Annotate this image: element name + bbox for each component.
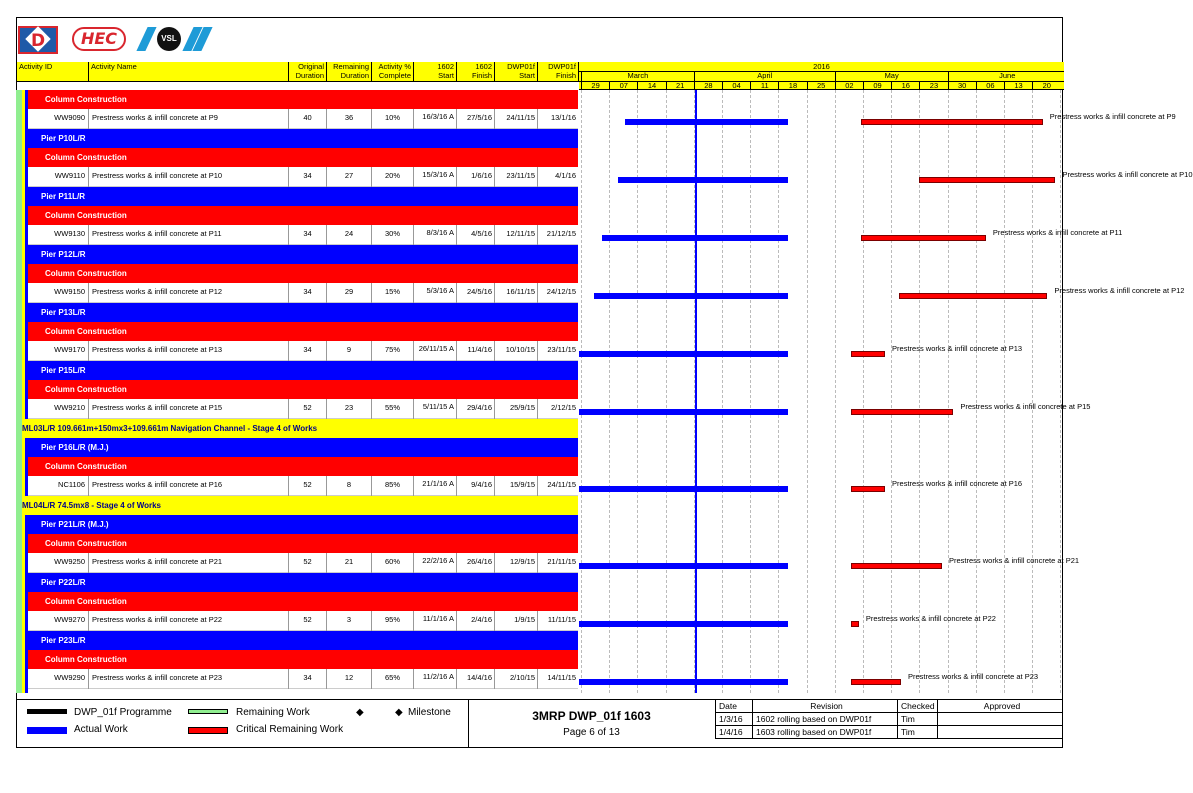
timeline-week: 14 bbox=[637, 81, 665, 90]
remaining-duration: 24 bbox=[326, 225, 371, 245]
col-remaining-duration[interactable]: Remaining Duration bbox=[326, 62, 371, 82]
activity-id: WW9130 bbox=[54, 229, 85, 238]
remaining-duration: 29 bbox=[326, 283, 371, 303]
start-dwp01f: 24/11/15 bbox=[494, 109, 537, 129]
finish-1602: 9/4/16 bbox=[456, 476, 494, 496]
title-divider bbox=[468, 699, 469, 748]
start-1602: 8/3/16 A bbox=[413, 225, 456, 245]
original-duration: 52 bbox=[288, 399, 326, 419]
activity-complete: 15% bbox=[371, 283, 413, 303]
actual-work-bar[interactable] bbox=[618, 177, 788, 183]
legend-actual-swatch bbox=[27, 727, 67, 734]
activity-row[interactable] bbox=[28, 669, 578, 689]
legend-actual: Actual Work bbox=[74, 724, 128, 735]
wbs-band-column-construction[interactable]: Column Construction bbox=[28, 592, 578, 611]
hec-logo: HEC bbox=[72, 27, 126, 51]
remaining-duration: 9 bbox=[326, 341, 371, 361]
timeline-week: 18 bbox=[778, 81, 806, 90]
wbs-band-pier[interactable]: Pier P12L/R bbox=[28, 245, 578, 264]
start-dwp01f: 25/9/15 bbox=[494, 399, 537, 419]
bar-label: Prestress works & infill concrete at P11 bbox=[992, 228, 1123, 237]
finish-1602: 11/4/16 bbox=[456, 341, 494, 361]
timeline-month: June bbox=[948, 71, 1066, 81]
finish-dwp01f: 13/1/16 bbox=[537, 109, 578, 129]
start-1602: 5/3/16 A bbox=[413, 283, 456, 303]
activity-id: WW9090 bbox=[54, 113, 85, 122]
timeline-week: 09 bbox=[863, 81, 891, 90]
col-activity-id[interactable]: Activity ID bbox=[16, 62, 88, 82]
finish-1602: 24/5/16 bbox=[456, 283, 494, 303]
activity-complete: 65% bbox=[371, 669, 413, 689]
activity-complete: 55% bbox=[371, 399, 413, 419]
col-1602-finish[interactable]: 1602 Finish bbox=[456, 62, 494, 82]
finish-1602: 2/4/16 bbox=[456, 611, 494, 631]
wbs-band-column-construction[interactable]: Column Construction bbox=[28, 457, 578, 476]
original-duration: 34 bbox=[288, 341, 326, 361]
remaining-duration: 3 bbox=[326, 611, 371, 631]
wbs-band-pier[interactable]: Pier P11L/R bbox=[28, 187, 578, 206]
timeline-header bbox=[579, 62, 1064, 90]
legend-programme: DWP_01f Programme bbox=[74, 707, 172, 718]
actual-work-bar[interactable] bbox=[579, 351, 788, 357]
bar-label: Prestress works & infill concrete at P21 bbox=[948, 556, 1080, 565]
critical-remaining-bar[interactable] bbox=[851, 486, 885, 492]
activity-row[interactable] bbox=[28, 167, 578, 187]
legend-programme-swatch bbox=[27, 709, 67, 714]
start-dwp01f: 10/10/15 bbox=[494, 341, 537, 361]
original-duration: 34 bbox=[288, 167, 326, 187]
critical-remaining-bar[interactable] bbox=[861, 119, 1043, 125]
start-1602: 5/11/15 A bbox=[413, 399, 456, 419]
legend-critical-swatch bbox=[188, 727, 228, 734]
bar-label: Prestress works & infill concrete at P15 bbox=[960, 402, 1091, 411]
bar-label: Prestress works & infill concrete at P22 bbox=[865, 614, 996, 623]
finish-dwp01f: 21/11/15 bbox=[537, 553, 578, 573]
actual-work-bar[interactable] bbox=[579, 409, 788, 415]
timeline-month: March bbox=[581, 71, 694, 81]
actual-work-bar[interactable] bbox=[579, 679, 788, 685]
original-duration: 34 bbox=[288, 225, 326, 245]
start-dwp01f: 12/9/15 bbox=[494, 553, 537, 573]
activity-name: Prestress works & infill concrete at P9 bbox=[88, 109, 288, 129]
finish-dwp01f: 24/11/15 bbox=[537, 476, 578, 496]
timeline-month: May bbox=[835, 71, 948, 81]
critical-remaining-bar[interactable] bbox=[899, 293, 1047, 299]
activity-id: WW9250 bbox=[54, 557, 85, 566]
wbs-band-column-construction[interactable]: Column Construction bbox=[28, 380, 578, 399]
col-1602-start[interactable]: 1602 Start bbox=[413, 62, 456, 82]
original-duration: 34 bbox=[288, 283, 326, 303]
wbs-band-column-construction[interactable]: Column Construction bbox=[28, 264, 578, 283]
timeline-year: 2016 bbox=[579, 62, 1064, 72]
wbs-band-pier[interactable]: Pier P13L/R bbox=[28, 303, 578, 322]
timeline-week: 13 bbox=[1004, 81, 1032, 90]
activity-id: WW9170 bbox=[54, 345, 85, 354]
activity-name: Prestress works & infill concrete at P21 bbox=[88, 553, 288, 573]
activity-name: Prestress works & infill concrete at P23 bbox=[88, 669, 288, 689]
finish-1602: 27/5/16 bbox=[456, 109, 494, 129]
activity-complete: 60% bbox=[371, 553, 413, 573]
timeline-week: 06 bbox=[976, 81, 1004, 90]
activity-id: WW9110 bbox=[54, 171, 85, 180]
actual-work-bar[interactable] bbox=[602, 235, 788, 241]
timeline-week: 25 bbox=[807, 81, 835, 90]
rev-row-revision: 1602 rolling based on DWP01f bbox=[752, 713, 897, 726]
activity-row[interactable] bbox=[28, 225, 578, 245]
legend-milestone-icon: ◆ bbox=[395, 707, 403, 718]
wbs-band-pier[interactable]: Pier P15L/R bbox=[28, 361, 578, 380]
activity-id: WW9150 bbox=[54, 287, 85, 296]
wbs-band-column-construction[interactable]: Column Construction bbox=[28, 650, 578, 669]
finish-dwp01f: 23/11/15 bbox=[537, 341, 578, 361]
wbs-band-pier[interactable]: Pier P21L/R (M.J.) bbox=[28, 515, 578, 534]
activity-row[interactable] bbox=[28, 399, 578, 419]
actual-work-bar[interactable] bbox=[579, 563, 788, 569]
activity-name: Prestress works & infill concrete at P15 bbox=[88, 399, 288, 419]
original-duration: 52 bbox=[288, 553, 326, 573]
finish-dwp01f: 21/12/15 bbox=[537, 225, 578, 245]
col-original-duration[interactable]: Original Duration bbox=[288, 62, 326, 82]
wbs-band-pier[interactable]: Pier P10L/R bbox=[28, 129, 578, 148]
rev-row-date: 1/3/16 bbox=[715, 713, 752, 726]
bar-label: Prestress works & infill concrete at P16 bbox=[892, 479, 1023, 488]
vsl-logo: VSL bbox=[138, 27, 206, 51]
activity-complete: 85% bbox=[371, 476, 413, 496]
start-1602: 16/3/16 A bbox=[413, 109, 456, 129]
remaining-duration: 21 bbox=[326, 553, 371, 573]
activity-name: Prestress works & infill concrete at P10 bbox=[88, 167, 288, 187]
start-1602: 11/1/16 A bbox=[413, 611, 456, 631]
gantt-chart bbox=[579, 90, 1193, 693]
activity-complete: 95% bbox=[371, 611, 413, 631]
timeline-week: 30 bbox=[948, 81, 976, 90]
wbs-band-pier[interactable]: Pier P16L/R (M.J.) bbox=[28, 438, 578, 457]
col-dwp01f-start[interactable]: DWP01f Start bbox=[494, 62, 537, 82]
start-dwp01f: 16/11/15 bbox=[494, 283, 537, 303]
title-block-page: Page 6 of 13 bbox=[563, 727, 620, 738]
critical-remaining-bar[interactable] bbox=[851, 563, 942, 569]
original-duration: 52 bbox=[288, 476, 326, 496]
rev-header-checked: Checked bbox=[897, 700, 937, 713]
legend-remaining: Remaining Work bbox=[236, 707, 310, 718]
timeline-week: 11 bbox=[750, 81, 778, 90]
activity-row[interactable] bbox=[28, 553, 578, 573]
col-dwp01f-finish[interactable]: DWP01f Finish bbox=[537, 62, 579, 82]
activity-name: Prestress works & infill concrete at P11 bbox=[88, 225, 288, 245]
activity-id: WW9270 bbox=[54, 615, 85, 624]
wbs-band-stage[interactable]: ML04L/R 74.5mx8 - Stage 4 of Works bbox=[22, 496, 578, 515]
finish-1602: 29/4/16 bbox=[456, 399, 494, 419]
rev-row-revision: 1603 rolling based on DWP01f bbox=[752, 726, 897, 739]
finish-dwp01f: 2/12/15 bbox=[537, 399, 578, 419]
dragages-logo: D bbox=[18, 26, 58, 54]
remaining-duration: 27 bbox=[326, 167, 371, 187]
rev-row-checked: Tim bbox=[897, 713, 937, 726]
col-activity-complete[interactable]: Activity % Complete bbox=[371, 62, 413, 82]
finish-1602: 4/5/16 bbox=[456, 225, 494, 245]
activity-row[interactable] bbox=[28, 341, 578, 361]
finish-dwp01f: 14/11/15 bbox=[537, 669, 578, 689]
timeline-week: 20 bbox=[1032, 81, 1060, 90]
bar-label: Prestress works & infill concrete at P13 bbox=[892, 344, 1023, 353]
critical-remaining-bar[interactable] bbox=[851, 409, 953, 415]
activity-row[interactable] bbox=[28, 283, 578, 303]
critical-remaining-bar[interactable] bbox=[851, 351, 885, 357]
wbs-band-pier[interactable]: Pier P23L/R bbox=[28, 631, 578, 650]
col-activity-name[interactable]: Activity Name bbox=[88, 62, 288, 82]
activity-id: WW9290 bbox=[54, 673, 85, 682]
critical-remaining-bar[interactable] bbox=[861, 235, 986, 241]
actual-work-bar[interactable] bbox=[579, 486, 788, 492]
actual-work-bar[interactable] bbox=[579, 621, 788, 627]
remaining-duration: 12 bbox=[326, 669, 371, 689]
critical-remaining-bar[interactable] bbox=[851, 621, 859, 627]
actual-work-bar[interactable] bbox=[594, 293, 788, 299]
activity-complete: 30% bbox=[371, 225, 413, 245]
wbs-band-column-construction[interactable]: Column Construction bbox=[28, 322, 578, 341]
bar-label: Prestress works & infill concrete at P10 bbox=[1062, 170, 1193, 179]
start-1602: 21/1/16 A bbox=[413, 476, 456, 496]
timeline-week: 04 bbox=[722, 81, 750, 90]
start-1602: 11/2/16 A bbox=[413, 669, 456, 689]
rev-header-revision: Revision bbox=[752, 700, 897, 713]
finish-dwp01f: 11/11/15 bbox=[537, 611, 578, 631]
title-block-title: 3MRP DWP_01f 1603 bbox=[532, 709, 651, 723]
activity-complete: 20% bbox=[371, 167, 413, 187]
actual-work-bar[interactable] bbox=[625, 119, 788, 125]
rev-row-checked: Tim bbox=[897, 726, 937, 739]
wbs-band-column-construction[interactable]: Column Construction bbox=[28, 148, 578, 167]
activity-name: Prestress works & infill concrete at P13 bbox=[88, 341, 288, 361]
wbs-band-stage[interactable]: ML03L/R 109.661m+150mx3+109.661m Navigation Channel - Stage 4 of Works bbox=[22, 419, 578, 438]
rev-row-approved bbox=[937, 713, 1063, 726]
activity-id: WW9210 bbox=[54, 403, 85, 412]
finish-dwp01f: 24/12/15 bbox=[537, 283, 578, 303]
activity-complete: 10% bbox=[371, 109, 413, 129]
critical-remaining-bar[interactable] bbox=[851, 679, 901, 685]
finish-1602: 14/4/16 bbox=[456, 669, 494, 689]
activity-id: NC1106 bbox=[58, 480, 85, 489]
rev-header-date: Date bbox=[715, 700, 752, 713]
start-dwp01f: 12/11/15 bbox=[494, 225, 537, 245]
timeline-month: April bbox=[694, 71, 835, 81]
rev-row-date: 1/4/16 bbox=[715, 726, 752, 739]
timeline-week: 28 bbox=[694, 81, 722, 90]
start-1602: 26/11/15 A bbox=[413, 341, 456, 361]
original-duration: 52 bbox=[288, 611, 326, 631]
activity-name: Prestress works & infill concrete at P12 bbox=[88, 283, 288, 303]
wbs-band-pier[interactable]: Pier P22L/R bbox=[28, 573, 578, 592]
activity-row[interactable] bbox=[28, 611, 578, 631]
finish-1602: 26/4/16 bbox=[456, 553, 494, 573]
remaining-duration: 23 bbox=[326, 399, 371, 419]
activity-row[interactable] bbox=[28, 109, 578, 129]
activity-name: Prestress works & infill concrete at P16 bbox=[88, 476, 288, 496]
timeline-week: 02 bbox=[835, 81, 863, 90]
timeline-week: 23 bbox=[919, 81, 947, 90]
revision-table bbox=[715, 699, 1063, 748]
activity-name: Prestress works & infill concrete at P22 bbox=[88, 611, 288, 631]
critical-remaining-bar[interactable] bbox=[919, 177, 1056, 183]
bar-label: Prestress works & infill concrete at P12 bbox=[1054, 286, 1185, 295]
finish-dwp01f: 4/1/16 bbox=[537, 167, 578, 187]
original-duration: 34 bbox=[288, 669, 326, 689]
start-dwp01f: 15/9/15 bbox=[494, 476, 537, 496]
start-dwp01f: 2/10/15 bbox=[494, 669, 537, 689]
rev-row-approved bbox=[937, 726, 1063, 739]
bar-label: Prestress works & infill concrete at P9 bbox=[1049, 112, 1176, 121]
legend-remaining-swatch bbox=[188, 709, 228, 714]
wbs-band-column-construction[interactable]: Column Construction bbox=[28, 90, 578, 109]
finish-1602: 1/6/16 bbox=[456, 167, 494, 187]
timeline-week: 29 bbox=[581, 81, 609, 90]
start-1602: 22/2/16 A bbox=[413, 553, 456, 573]
remaining-duration: 8 bbox=[326, 476, 371, 496]
original-duration: 40 bbox=[288, 109, 326, 129]
wbs-band-column-construction[interactable]: Column Construction bbox=[28, 534, 578, 553]
activity-row[interactable] bbox=[28, 476, 578, 496]
timeline-week: 21 bbox=[666, 81, 694, 90]
timeline-week: 07 bbox=[609, 81, 637, 90]
legend-diamond-icon: ◆ bbox=[356, 707, 364, 718]
wbs-band-column-construction[interactable]: Column Construction bbox=[28, 206, 578, 225]
legend-critical: Critical Remaining Work bbox=[236, 724, 344, 735]
rev-header-approved: Approved bbox=[937, 700, 1063, 713]
start-1602: 15/3/16 A bbox=[413, 167, 456, 187]
remaining-duration: 36 bbox=[326, 109, 371, 129]
bar-label: Prestress works & infill concrete at P23 bbox=[908, 672, 1039, 681]
activity-complete: 75% bbox=[371, 341, 413, 361]
timeline-week: 16 bbox=[891, 81, 919, 90]
start-dwp01f: 1/9/15 bbox=[494, 611, 537, 631]
start-dwp01f: 23/11/15 bbox=[494, 167, 537, 187]
legend-milestone: Milestone bbox=[408, 707, 451, 718]
